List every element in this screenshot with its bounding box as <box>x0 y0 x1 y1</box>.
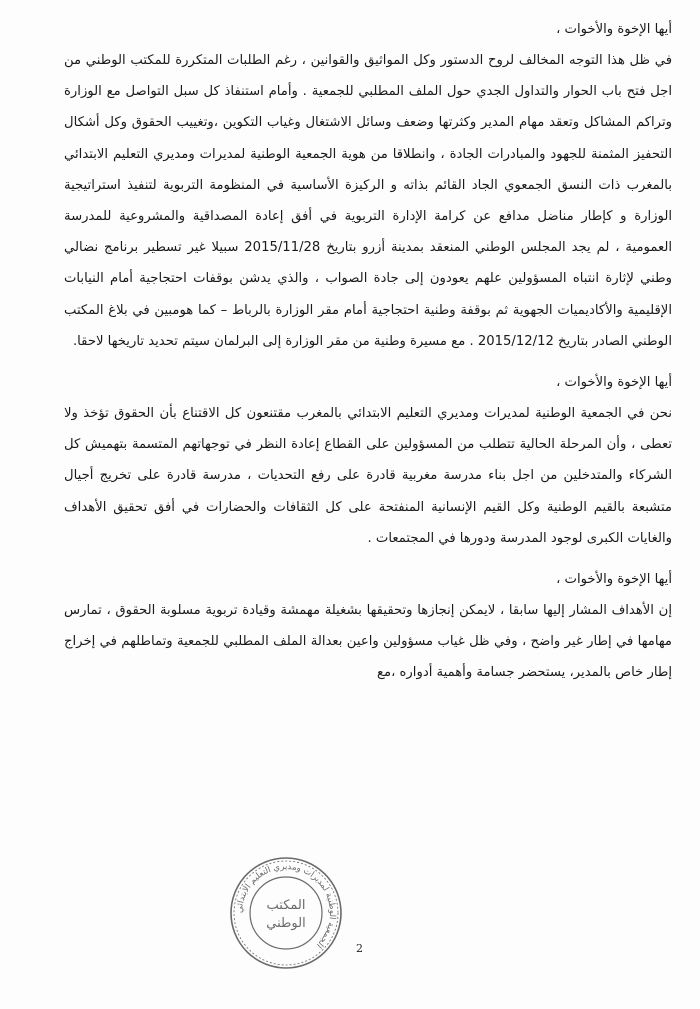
paragraph-1: في ظل هذا التوجه المخالف لروح الدستور وكل المواثيق والقوانين ، رغم الطلبات المتكررة للمكتب الوطني من اجل فتح باب الحوار والتداول الجدي حول الملف المطلبي للجمعية . وأمام استنفاذ كل سبل التواصل مع الوزارة وتراكم المشاكل وتعقد مهام المدير وكثرتها وضعف وسائل الاشتغال وغياب التكوين ،وتغييب الحقوق وكل أشكال التحفيز المثمنة للجهود والمبادرات الجادة ، وانطلاقا من هوية الجمعية الوطنية لمديرات ومديري التعليم الابتدائي بالمغرب ذات النسق الجمعوي الجاد القائم بذاته و الركيزة الأساسية في المنظومة التربوية لتنفيذ استراتيجية الوزارة و كإطار مناضل مدافع عن كرامة الإدارة التربوية في أفق إعادة المصداقية والمشروعية للمدرسة العمومية ، لم يجد المجلس الوطني المنعقد بمدينة أزرو بتاريخ 2015/11/28 سبيلا غير تسطير برنامج نضالي وطني لإثارة انتباه المسؤولين علهم يعودون إلى جادة الصواب ، والذي يدشن بوقفات احتجاجية أمام النيابات الإقليمية والأكاديميات الجهوية ثم بوقفة وطنية احتجاجية أمام مقر الوزارة بالرباط – كما هومبين في بلاغ المكتب الوطني الصادر بتاريخ 2015/12/12 . مع مسيرة وطنية من مقر الوزارة إلى البرلمان سيتم تحديد تاريخها لاحقا. <box>64 53 673 349</box>
salutation-2: أيها الإخوة والأخوات ، <box>556 375 672 391</box>
stamp-ring-text: الجمعية الوطنية لمديرات ومديري التعليم الابتدائي <box>234 861 338 950</box>
official-stamp-icon <box>228 855 344 971</box>
page-number: 2 <box>356 942 363 955</box>
salutation-3: أيها الإخوة والأخوات ، <box>556 572 672 588</box>
stamp-center-line-2: الوطني <box>266 916 306 931</box>
salutation-1: أيها الإخوة والأخوات ، <box>556 22 672 37</box>
paragraph-3: إن الأهداف المشار إليها سابقا ، لايمكن إنجازها وتحقيقها بشغيلة مهمشة وقيادة تربوية مسلوبة الحقوق ، تمارس مهامها في إطار غير واضح ، وفي ظل غياب مسؤولين واعين بعدالة الملف المطلبي للجمعية وتماطلهم في إخراج إطار خاص بالمدير، يستحضر جسامة وأهمية أدواره ،مع <box>64 603 672 681</box>
stamp-center-line-1: المكتب <box>266 898 306 913</box>
letter-body <box>64 14 672 699</box>
paragraph-2: نحن في الجمعية الوطنية لمديرات ومديري التعليم الابتدائي بالمغرب مقتنعون كل الاقتناع بأن الحقوق تؤخذ ولا تعطى ، وأن المرحلة الحالية تتطلب من المسؤولين على القطاع إعادة النظر في توجهاتهم المتسمة بتهميش كل الشركاء والمتدخلين من اجل بناء مدرسة مغربية قادرة على رفع التحديات ، مدرسة قادرة على تخريج أجيال متشبعة بالقيم الوطنية وكل القيم الإنسانية المنفتحة على كل الثقافات والحضارات في أفق تحقيق الأهداف والغايات الكبرى لوجود المدرسة ودورها في المجتمعات . <box>64 406 672 546</box>
